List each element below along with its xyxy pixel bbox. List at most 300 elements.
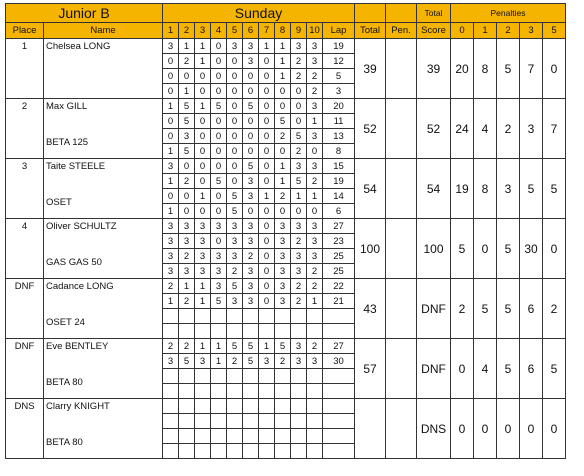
section-score [211,399,227,414]
rider-place: DNS [6,399,44,459]
results-sheet [5,3,566,459]
section-score: 3 [227,294,243,309]
lap-total [323,429,355,444]
section-score: 0 [291,114,307,129]
section-score: 3 [291,159,307,174]
section-score: 3 [211,279,227,294]
section-score [163,324,179,339]
rider-pen [386,399,417,459]
lap-total: 6 [323,204,355,219]
section-score [227,444,243,459]
rider-place: DNF [6,279,44,339]
section-score [307,384,323,399]
section-score: 5 [211,294,227,309]
section-score: 0 [195,204,211,219]
lap-total: 27 [323,339,355,354]
section-score: 3 [163,354,179,369]
section-score: 3 [195,234,211,249]
section-header: 1 [163,23,179,39]
section-score: 2 [179,174,195,189]
section-score: 3 [291,219,307,234]
penalty-count: 7 [520,39,543,99]
section-score: 3 [307,159,323,174]
lap-total: 27 [323,219,355,234]
penalty-count: 4 [474,99,497,159]
section-score [243,369,259,384]
section-score: 3 [243,219,259,234]
section-score [243,309,259,324]
section-score: 0 [195,69,211,84]
penalty-header: 1 [474,23,497,39]
section-score: 3 [179,129,195,144]
rider-bike: GAS GAS 50 [46,257,102,268]
rider-place: 4 [6,219,44,279]
section-score: 0 [211,129,227,144]
penalty-count: 0 [451,339,474,399]
section-score: 1 [163,294,179,309]
section-score: 0 [211,204,227,219]
section-score: 0 [259,114,275,129]
penalty-count: 2 [543,279,566,339]
lap-total [323,309,355,324]
header-row-columns [6,23,566,39]
rider-total: 43 [355,279,386,339]
section-score: 2 [275,189,291,204]
section-score: 5 [275,114,291,129]
section-score [179,369,195,384]
lap-total: 25 [323,264,355,279]
section-score: 3 [163,264,179,279]
section-score: 3 [179,234,195,249]
section-score: 1 [211,354,227,369]
rider-name: Oliver SCHULTZ [46,221,117,232]
penalty-count: 0 [497,399,520,459]
section-score: 1 [211,339,227,354]
section-score: 3 [307,39,323,54]
penalty-count: 3 [520,99,543,159]
section-score: 2 [291,69,307,84]
section-score: 3 [307,129,323,144]
section-score [227,309,243,324]
section-score: 3 [195,264,211,279]
section-score: 1 [307,189,323,204]
penalty-count: 6 [520,339,543,399]
score-total-label: Total [417,4,451,23]
section-score: 0 [243,144,259,159]
section-score: 0 [227,159,243,174]
section-score [243,429,259,444]
rider-place: 2 [6,99,44,159]
rider-score: DNF [417,339,451,399]
section-score [291,399,307,414]
lap-total: 13 [323,129,355,144]
section-score: 3 [163,219,179,234]
lap-total: 30 [323,354,355,369]
section-score: 0 [307,144,323,159]
section-score: 3 [291,39,307,54]
section-score: 3 [227,249,243,264]
section-score [179,324,195,339]
section-score: 0 [259,99,275,114]
section-score: 2 [291,234,307,249]
day-label: Sunday [163,4,355,23]
rider-score: DNF [417,279,451,339]
section-score: 1 [195,294,211,309]
section-score: 3 [227,234,243,249]
penalty-count: 0 [543,39,566,99]
lap-total: 25 [323,249,355,264]
penalty-count: 2 [497,99,520,159]
section-header: 5 [227,23,243,39]
section-score: 5 [291,129,307,144]
section-score: 0 [227,174,243,189]
section-score: 3 [307,99,323,114]
section-score: 1 [179,84,195,99]
section-score: 3 [163,159,179,174]
rider-cell [44,99,163,159]
section-score: 5 [227,339,243,354]
section-score: 3 [307,54,323,69]
section-score [211,444,227,459]
section-score: 0 [211,189,227,204]
section-score [307,369,323,384]
section-score: 5 [227,204,243,219]
lap-row [6,339,566,354]
section-score [211,369,227,384]
lap-row [6,219,566,234]
section-score [195,399,211,414]
rider-pen [386,39,417,99]
section-score [163,309,179,324]
penalty-count: 19 [451,159,474,219]
section-score: 5 [179,99,195,114]
section-score: 3 [195,219,211,234]
section-score: 0 [259,174,275,189]
section-score: 3 [163,234,179,249]
section-score: 2 [307,339,323,354]
lap-total [323,369,355,384]
section-score: 0 [163,189,179,204]
section-score: 0 [291,204,307,219]
section-score: 3 [291,264,307,279]
penalty-count: 0 [520,399,543,459]
penalty-count: 5 [497,39,520,99]
penalty-count: 5 [497,339,520,399]
rider-pen [386,279,417,339]
penalty-count: 5 [543,159,566,219]
section-score: 5 [243,99,259,114]
penalty-count: 0 [451,399,474,459]
section-score: 0 [259,159,275,174]
section-score [243,444,259,459]
penalty-count: 5 [497,219,520,279]
section-score [259,399,275,414]
section-score: 1 [259,39,275,54]
section-score: 3 [195,354,211,369]
section-score: 0 [211,114,227,129]
section-score [275,309,291,324]
section-score: 0 [179,69,195,84]
section-score: 0 [227,84,243,99]
section-score: 0 [243,69,259,84]
section-score: 0 [243,84,259,99]
section-score: 0 [259,204,275,219]
section-score [291,384,307,399]
lap-total: 22 [323,279,355,294]
rider-total: 39 [355,39,386,99]
section-score: 2 [179,294,195,309]
rider-bike: OSET [46,197,72,208]
section-score: 5 [243,339,259,354]
section-score: 0 [195,174,211,189]
section-score: 1 [195,39,211,54]
section-score: 1 [195,54,211,69]
section-score [195,444,211,459]
section-score [195,309,211,324]
lap-header: Lap [323,23,355,39]
section-score: 5 [275,339,291,354]
section-score [211,324,227,339]
section-score: 3 [243,234,259,249]
section-score [307,429,323,444]
section-score [259,309,275,324]
section-score: 1 [275,159,291,174]
section-score [227,414,243,429]
section-score: 3 [179,264,195,279]
penalty-header: 5 [543,23,566,39]
section-score: 0 [291,84,307,99]
section-score: 3 [195,249,211,264]
section-score: 3 [275,219,291,234]
penalty-count: 8 [474,39,497,99]
section-score [195,324,211,339]
rider-pen [386,159,417,219]
place-header: Place [6,23,44,39]
section-score: 1 [195,189,211,204]
rider-bike: OSET 24 [46,317,85,328]
section-score: 2 [275,354,291,369]
section-score [211,414,227,429]
section-score [211,429,227,444]
section-header: 10 [307,23,323,39]
rider-cell [44,339,163,399]
rider-pen [386,99,417,159]
section-score: 0 [259,69,275,84]
section-score [179,429,195,444]
section-score [275,369,291,384]
section-score: 3 [211,219,227,234]
lap-row [6,39,566,54]
section-score [179,309,195,324]
rider-pen [386,219,417,279]
section-score [179,384,195,399]
section-score [163,399,179,414]
lap-total: 23 [323,234,355,249]
section-score: 2 [307,279,323,294]
section-score: 5 [179,114,195,129]
section-score [259,369,275,384]
section-score: 0 [195,144,211,159]
section-score [243,324,259,339]
section-score: 1 [307,114,323,129]
section-score: 0 [275,204,291,219]
section-score: 3 [275,264,291,279]
rider-bike: BETA 80 [46,437,83,448]
rider-total [355,399,386,459]
section-score: 0 [211,54,227,69]
header-blank-total [355,4,386,23]
section-score [243,384,259,399]
section-score: 0 [227,99,243,114]
section-score: 0 [227,129,243,144]
section-score [195,429,211,444]
rider-score: DNS [417,399,451,459]
section-score [163,429,179,444]
rider-name: Eve BENTLEY [46,341,109,352]
section-score: 5 [243,354,259,369]
section-score [195,414,211,429]
section-score: 3 [243,279,259,294]
section-header: 8 [275,23,291,39]
section-score: 0 [259,249,275,264]
section-score [275,399,291,414]
header-blank-pen [386,4,417,23]
section-score [195,384,211,399]
section-score: 3 [211,249,227,264]
lap-row [6,99,566,114]
section-score [259,429,275,444]
section-score [307,324,323,339]
penalty-header: 3 [520,23,543,39]
section-score: 3 [243,189,259,204]
lap-total: 15 [323,159,355,174]
section-score: 0 [195,159,211,174]
section-score: 0 [259,144,275,159]
section-score [243,414,259,429]
section-score: 2 [227,354,243,369]
section-score: 5 [227,279,243,294]
section-score: 3 [307,249,323,264]
section-score: 1 [259,189,275,204]
rider-name: Clarry KNIGHT [46,401,110,412]
pen-header: Pen. [386,23,417,39]
section-score [307,309,323,324]
section-score: 0 [259,264,275,279]
rider-cell [44,399,163,459]
section-score: 1 [307,294,323,309]
section-score: 3 [243,294,259,309]
section-score: 0 [211,159,227,174]
section-score [163,444,179,459]
penalty-count: 5 [543,339,566,399]
section-score: 0 [243,114,259,129]
penalty-count: 2 [451,279,474,339]
penalty-count: 30 [520,219,543,279]
section-score [259,324,275,339]
section-score: 0 [243,129,259,144]
section-score: 3 [179,219,195,234]
lap-total: 8 [323,144,355,159]
section-score [307,444,323,459]
section-score: 0 [291,99,307,114]
section-score [291,309,307,324]
rider-cell [44,159,163,219]
results-body [6,39,566,459]
section-score [259,414,275,429]
lap-total [323,324,355,339]
section-score: 3 [307,234,323,249]
section-score: 1 [163,204,179,219]
penalty-header: 2 [497,23,520,39]
section-score [195,369,211,384]
penalty-count: 4 [474,339,497,399]
penalty-count: 5 [497,279,520,339]
section-score: 3 [243,54,259,69]
section-score: 1 [195,279,211,294]
section-score: 0 [275,144,291,159]
section-score: 3 [291,339,307,354]
section-score [275,429,291,444]
rider-total: 57 [355,339,386,399]
lap-row [6,279,566,294]
class-name: Junior B [6,4,163,23]
section-score: 0 [259,84,275,99]
section-score: 1 [163,99,179,114]
section-score [227,399,243,414]
penalty-count: 5 [474,279,497,339]
lap-total: 11 [323,114,355,129]
section-score [291,324,307,339]
lap-total: 19 [323,39,355,54]
section-score: 1 [179,279,195,294]
rider-pen [386,339,417,399]
section-score: 5 [243,159,259,174]
section-score: 3 [275,294,291,309]
section-score [211,309,227,324]
section-score: 0 [275,99,291,114]
section-score: 3 [211,264,227,279]
section-score: 1 [179,39,195,54]
rider-score: 100 [417,219,451,279]
section-score: 0 [259,234,275,249]
penalty-count: 0 [474,219,497,279]
section-score: 0 [163,114,179,129]
section-score: 0 [211,144,227,159]
section-header: 2 [179,23,195,39]
section-score: 0 [179,189,195,204]
section-score: 3 [275,249,291,264]
section-score: 1 [275,174,291,189]
section-score: 0 [163,84,179,99]
section-score [259,384,275,399]
penalty-count: 6 [520,279,543,339]
section-score: 1 [291,189,307,204]
section-score: 5 [227,189,243,204]
section-score [227,324,243,339]
section-score: 2 [307,264,323,279]
penalty-count: 0 [474,399,497,459]
lap-total [323,384,355,399]
section-score: 2 [163,279,179,294]
section-score [163,384,179,399]
section-score [291,444,307,459]
section-score: 2 [291,54,307,69]
section-score: 3 [163,39,179,54]
section-score [163,414,179,429]
section-score: 3 [163,249,179,264]
penalty-count: 5 [520,159,543,219]
section-score: 3 [291,249,307,264]
